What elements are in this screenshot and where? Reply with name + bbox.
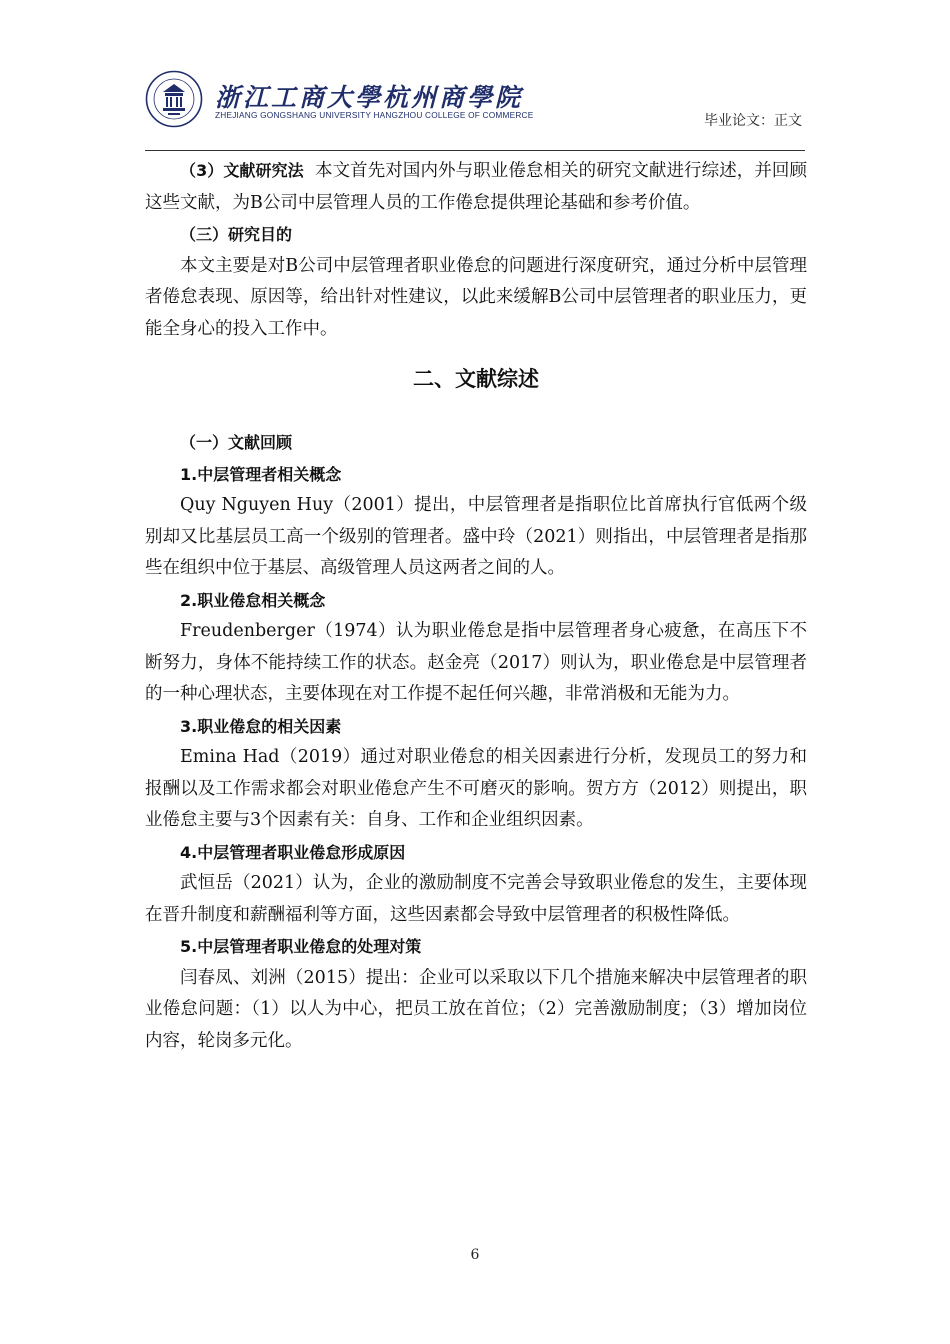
paragraph-4: 武恒岳（2021）认为，企业的激励制度不完善会导致职业倦怠的发生，主要体现在晋升制度和薪酬福利等方面，这些因素都会导致中层管理者的积极性降低。	[145, 873, 807, 925]
header-rule	[145, 150, 805, 151]
document-body	[145, 155, 807, 1057]
subheading-5: 5.中层管理者职业倦怠的处理对策	[180, 937, 422, 956]
heading-literature-review: （一）文献回顾	[180, 433, 293, 452]
heading-research-purpose: （三）研究目的	[180, 225, 293, 244]
paragraph-1: Quy Nguyen Huy（2001）提出，中层管理者是指职位比首席执行官低两个级别却又比基层员工高一个级别的管理者。盛中玲（2021）则指出，中层管理者是指那些在组织中位于基层、高级管理人员这两者之间的人。	[145, 495, 807, 578]
paragraph-2: Freudenberger（1974）认为职业倦怠是指中层管理者身心疲惫，在高压下不断努力，身体不能持续工作的状态。赵金亮（2017）则认为，职业倦怠是中层管理者的一种心理状态，主要体现在对工作提不起任何兴趣，非常消极和无能为力。	[145, 621, 807, 704]
section-label: 毕业论文：正文	[704, 113, 802, 129]
logo-name-en: ZHEJIANG GONGSHANG UNIVERSITY HANGZHOU COLLEGE OF COMMERCE	[215, 110, 534, 120]
page-header	[145, 62, 805, 152]
subheading-1: 1.中层管理者相关概念	[180, 464, 342, 484]
paragraph-research-purpose: 本文主要是对B公司中层管理者职业倦怠的问题进行深度研究，通过分析中层管理者倦怠表现、原因等，给出针对性建议，以此来缓解B公司中层管理者的职业压力，更能全身心的投入工作中。	[145, 255, 807, 339]
subheading-3: 3.职业倦怠的相关因素	[180, 716, 342, 736]
page-number: 6	[470, 1247, 480, 1263]
subheading-2: 2.职业倦怠相关概念	[180, 590, 326, 610]
paragraph-3: Emina Had（2019）通过对职业倦怠的相关因素进行分析，发现员工的努力和报酬以及工作需求都会对职业倦怠产生不可磨灭的影响。贺方方（2012）则提出，职业倦怠主要与3个因素有关：自身、工作和企业组织因素。	[145, 747, 807, 830]
paragraph-lead-heading: （3）文献研究法	[180, 161, 304, 180]
section-title: 二、文献综述	[413, 367, 539, 391]
paragraph-literature-method	[145, 155, 807, 219]
paragraph-5: 闫春凤、刘洲（2015）提出：企业可以采取以下几个措施来解决中层管理者的职业倦怠问题：（1）以人为中心，把员工放在首位；（2）完善激励制度；（3）增加岗位内容，轮岗多元化。	[145, 967, 807, 1051]
subheading-4: 4.中层管理者职业倦怠形成原因	[180, 842, 406, 862]
university-seal-logo	[145, 70, 203, 128]
logo-name-cn: 浙江工商大學杭州商學院	[215, 83, 524, 112]
paragraph-text: 本文首先对国内外与职业倦怠相关的研究文献进行综述，并回顾这些文献，为B公司中层管理人员的工作倦怠提供理论基础和参考价值。	[145, 161, 807, 213]
